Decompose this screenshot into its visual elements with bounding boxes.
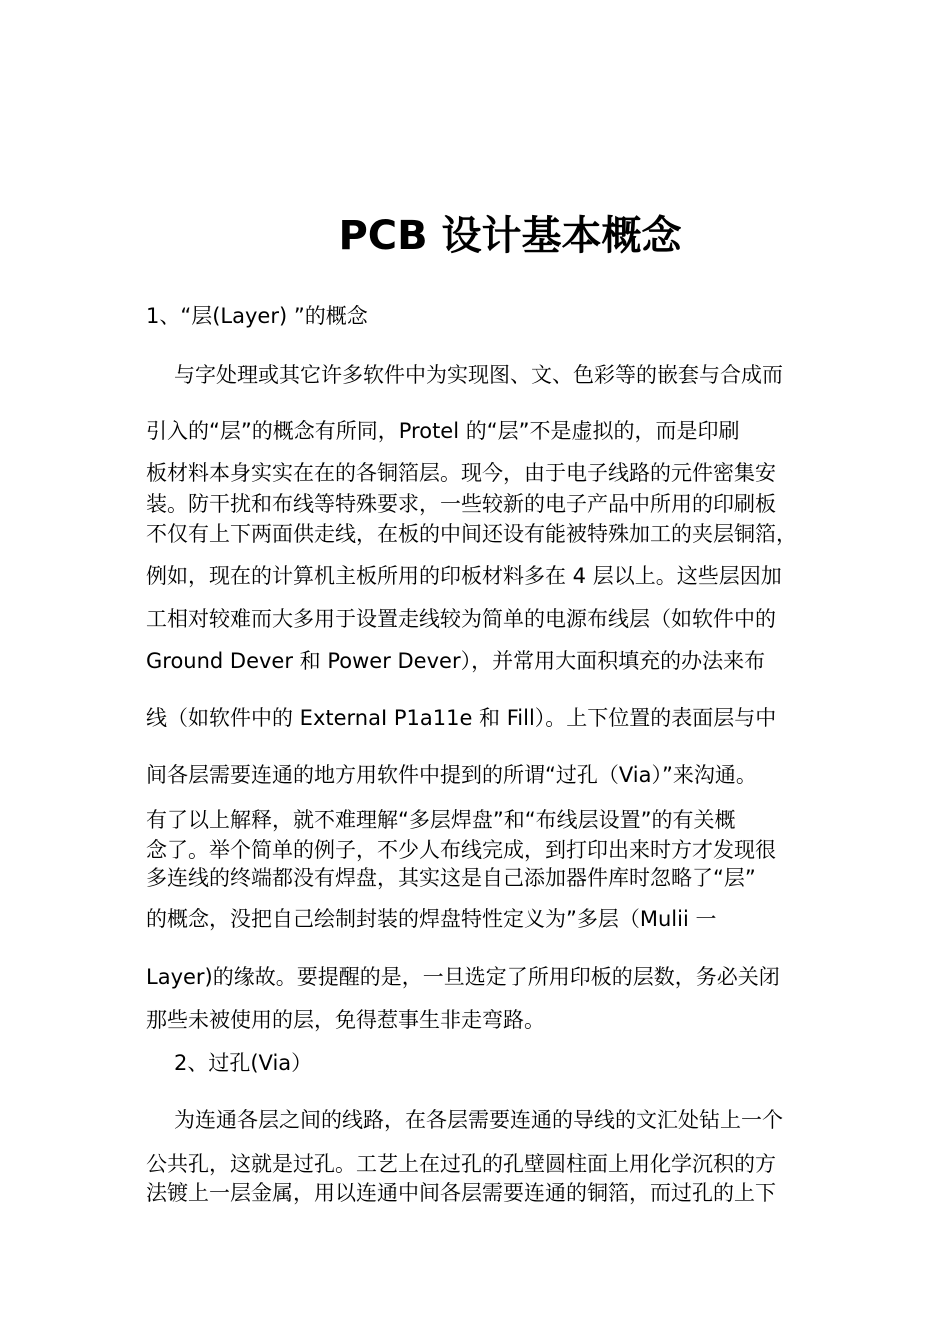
- paragraph-line: 那些未被使用的层，免得惹事生非走弯路。: [146, 1008, 545, 1032]
- paragraph-line: 不仅有上下两面供走线，在板的中间还设有能被特殊加工的夹层铜箔，: [146, 522, 797, 546]
- paragraph-line: 念了。举个简单的例子，不少人布线完成，到打印出来时方才发现很: [146, 838, 776, 862]
- section-1-heading: 1、“层(Layer) ”的概念: [146, 304, 368, 328]
- paragraph-line: 的概念，没把自己绘制封装的焊盘特性定义为”多层（Mulii 一: [146, 907, 717, 931]
- paragraph-line: 间各层需要连通的地方用软件中提到的所谓“过孔（Via）”来沟通。: [146, 763, 757, 787]
- paragraph-line: 与字处理或其它许多软件中为实现图、文、色彩等的嵌套与合成而: [174, 363, 783, 387]
- paragraph-line: 板材料本身实实在在的各铜箔层。现今，由于电子线路的元件密集安: [146, 461, 776, 485]
- paragraph-line: Ground Dever 和 Power Dever），并常用大面积填充的办法来布: [146, 649, 766, 673]
- document-title: PCB 设计基本概念: [338, 213, 682, 259]
- paragraph-line: 装。防干扰和布线等特殊要求，一些较新的电子产品中所用的印刷板: [146, 492, 776, 516]
- paragraph-line: 法镀上一层金属，用以连通中间各层需要连通的铜箔，而过孔的上下: [146, 1181, 776, 1205]
- paragraph-line: 线（如软件中的 ExternaI P1a11e 和 Fill）。上下位置的表面层与中: [146, 706, 777, 730]
- section-2-heading: 2、过孔(Via）: [174, 1051, 313, 1075]
- paragraph-line: 例如，现在的计算机主板所用的印板材料多在 4 层以上。这些层因加: [146, 564, 782, 588]
- paragraph-line: 工相对较难而大多用于设置走线较为简单的电源布线层（如软件中的: [146, 607, 776, 631]
- paragraph-line: 为连通各层之间的线路，在各层需要连通的导线的文汇处钻上一个: [174, 1108, 783, 1132]
- paragraph-line: 有了以上解释，就不难理解“多层焊盘”和“布线层设置”的有关概: [146, 808, 736, 832]
- paragraph-line: Layer)的缘故。要提醒的是，一旦选定了所用印板的层数，务必关闭: [146, 965, 780, 989]
- paragraph-line: 引入的“层”的概念有所同，Protel 的“层”不是虚拟的，而是印刷: [146, 419, 740, 443]
- paragraph-line: 公共孔，这就是过孔。工艺上在过孔的孔壁圆柱面上用化学沉积的方: [146, 1152, 776, 1176]
- paragraph-line: 多连线的终端都没有焊盘，其实这是自己添加器件库时忽略了“层”: [146, 866, 756, 890]
